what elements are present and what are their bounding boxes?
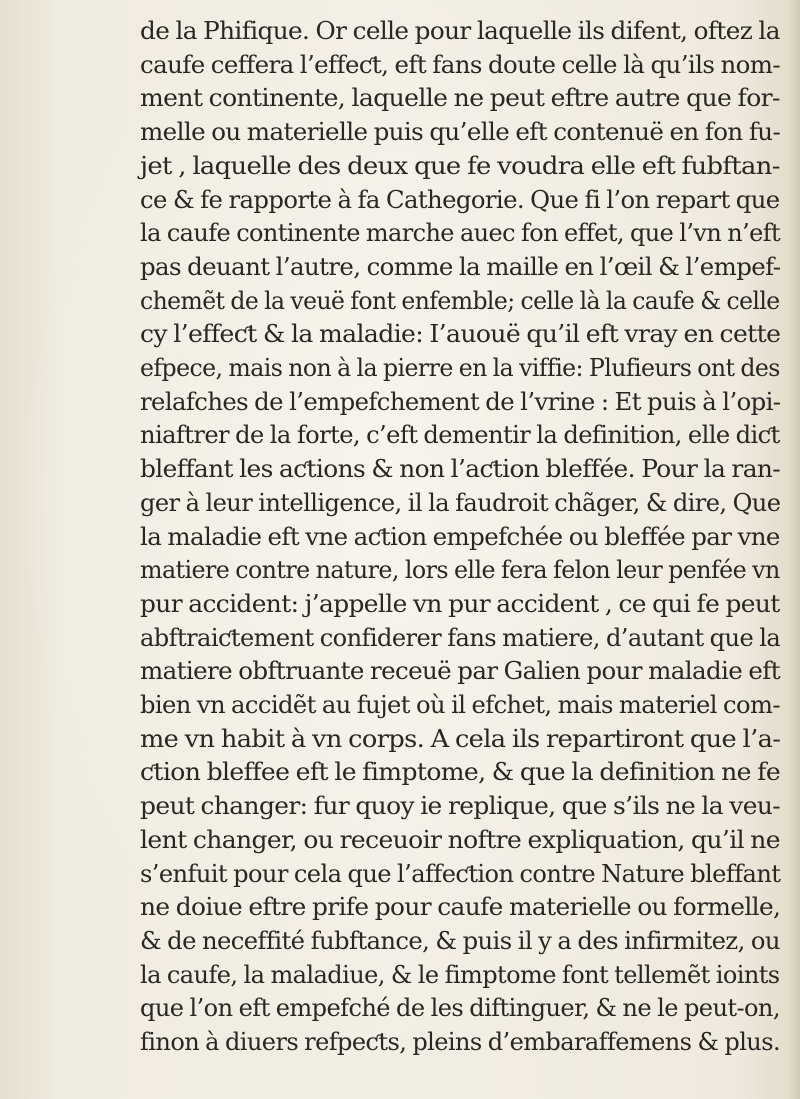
- text-line: s’enfuit pour cela que l’affeƈtion contre Nature bleffant: [140, 858, 781, 888]
- text-line: bleffant les aƈtions & non l’aƈtion bleffée. Pour la ran-: [140, 454, 781, 484]
- text-line: ƈtion bleffee eft le fimptome, & que la definition ne fe: [140, 757, 781, 787]
- text-line: matiere obftruante receuë par Galien pour maladie eft: [140, 656, 780, 686]
- text-line: ger à leur intelligence, il la faudroit chãger, & dire, Que: [140, 487, 781, 517]
- text-line: jet , laquelle des deux que fe voudra elle eft fubftan-: [140, 150, 780, 180]
- text-line: melle ou materielle puis qu’elle eft contenuë en fon fu-: [140, 117, 781, 147]
- text-line: ce & fe rapporte à fa Cathegorie. Que fi l’on repart que: [140, 184, 780, 214]
- text-line: abftraiƈtement confiderer fans matiere, d’autant que la: [140, 622, 781, 652]
- text-line: peut changer: fur quoy ie replique, que s’ils ne la veu-: [140, 791, 781, 821]
- text-line: pur accident: j’appelle vn pur accident , ce qui fe peut: [140, 588, 780, 618]
- page-edge-shadow: [788, 0, 800, 1099]
- text-line: matiere contre nature, lors elle fera felon leur penfée vn: [140, 555, 780, 585]
- text-line: la caufe continente marche auec fon effet, que l’vn n’eft: [140, 218, 781, 248]
- text-line: que l’on eft empefché de les diftinguer, & ne le peut-on,: [140, 993, 780, 1023]
- text-line: lent changer, ou receuoir noftre expliquation, qu’il ne: [140, 824, 780, 854]
- text-line: relafches de l’empefchement de l’vrine : Et puis à l’opi-: [140, 386, 781, 416]
- text-line: niaftrer de la forte, c’eft dementir la definition, elle diƈt: [140, 420, 780, 450]
- text-line: finon à diuers refpeƈts, pleins d’embaraffemens & plus.: [140, 1027, 781, 1056]
- text-line: efpece, mais non à la pierre en la viffie: Plufieurs ont des: [140, 353, 780, 382]
- text-line: chemẽt de la veuë font enfemble; celle là la caufe & celle: [140, 285, 780, 315]
- text-line: cy l’effeƈt & la maladie: I’auouë qu’il eft vray en cette: [140, 319, 781, 349]
- text-line: de la Phifique. Or celle pour laquelle ils difent, oftez la: [140, 16, 780, 45]
- text-line: la caufe, la maladiue, & le fimptome font tellemẽt ioints: [140, 959, 780, 989]
- text-line: ne doiue eftre prife pour caufe materielle ou formelle,: [140, 892, 781, 922]
- text-line: ment continente, laquelle ne peut eftre autre que for-: [140, 83, 780, 113]
- text-line: la maladie eft vne aƈtion empefchée ou bleffée par vne: [140, 521, 780, 551]
- text-line: pas deuant l’autre, comme la maille en l’œil & l’empef-: [140, 251, 781, 281]
- text-line: & de neceffité fubftance, & puis il y a des infirmitez, ou: [140, 925, 780, 955]
- text-line: me vn habit à vn corps. A cela ils repartiront que l’a-: [140, 723, 781, 753]
- text-line: caufe ceffera l’effeƈt, eft fans doute celle là qu’ils nom-: [140, 49, 780, 79]
- text-line: bien vn accidẽt au fujet où il efchet, mais materiel com-: [140, 690, 780, 719]
